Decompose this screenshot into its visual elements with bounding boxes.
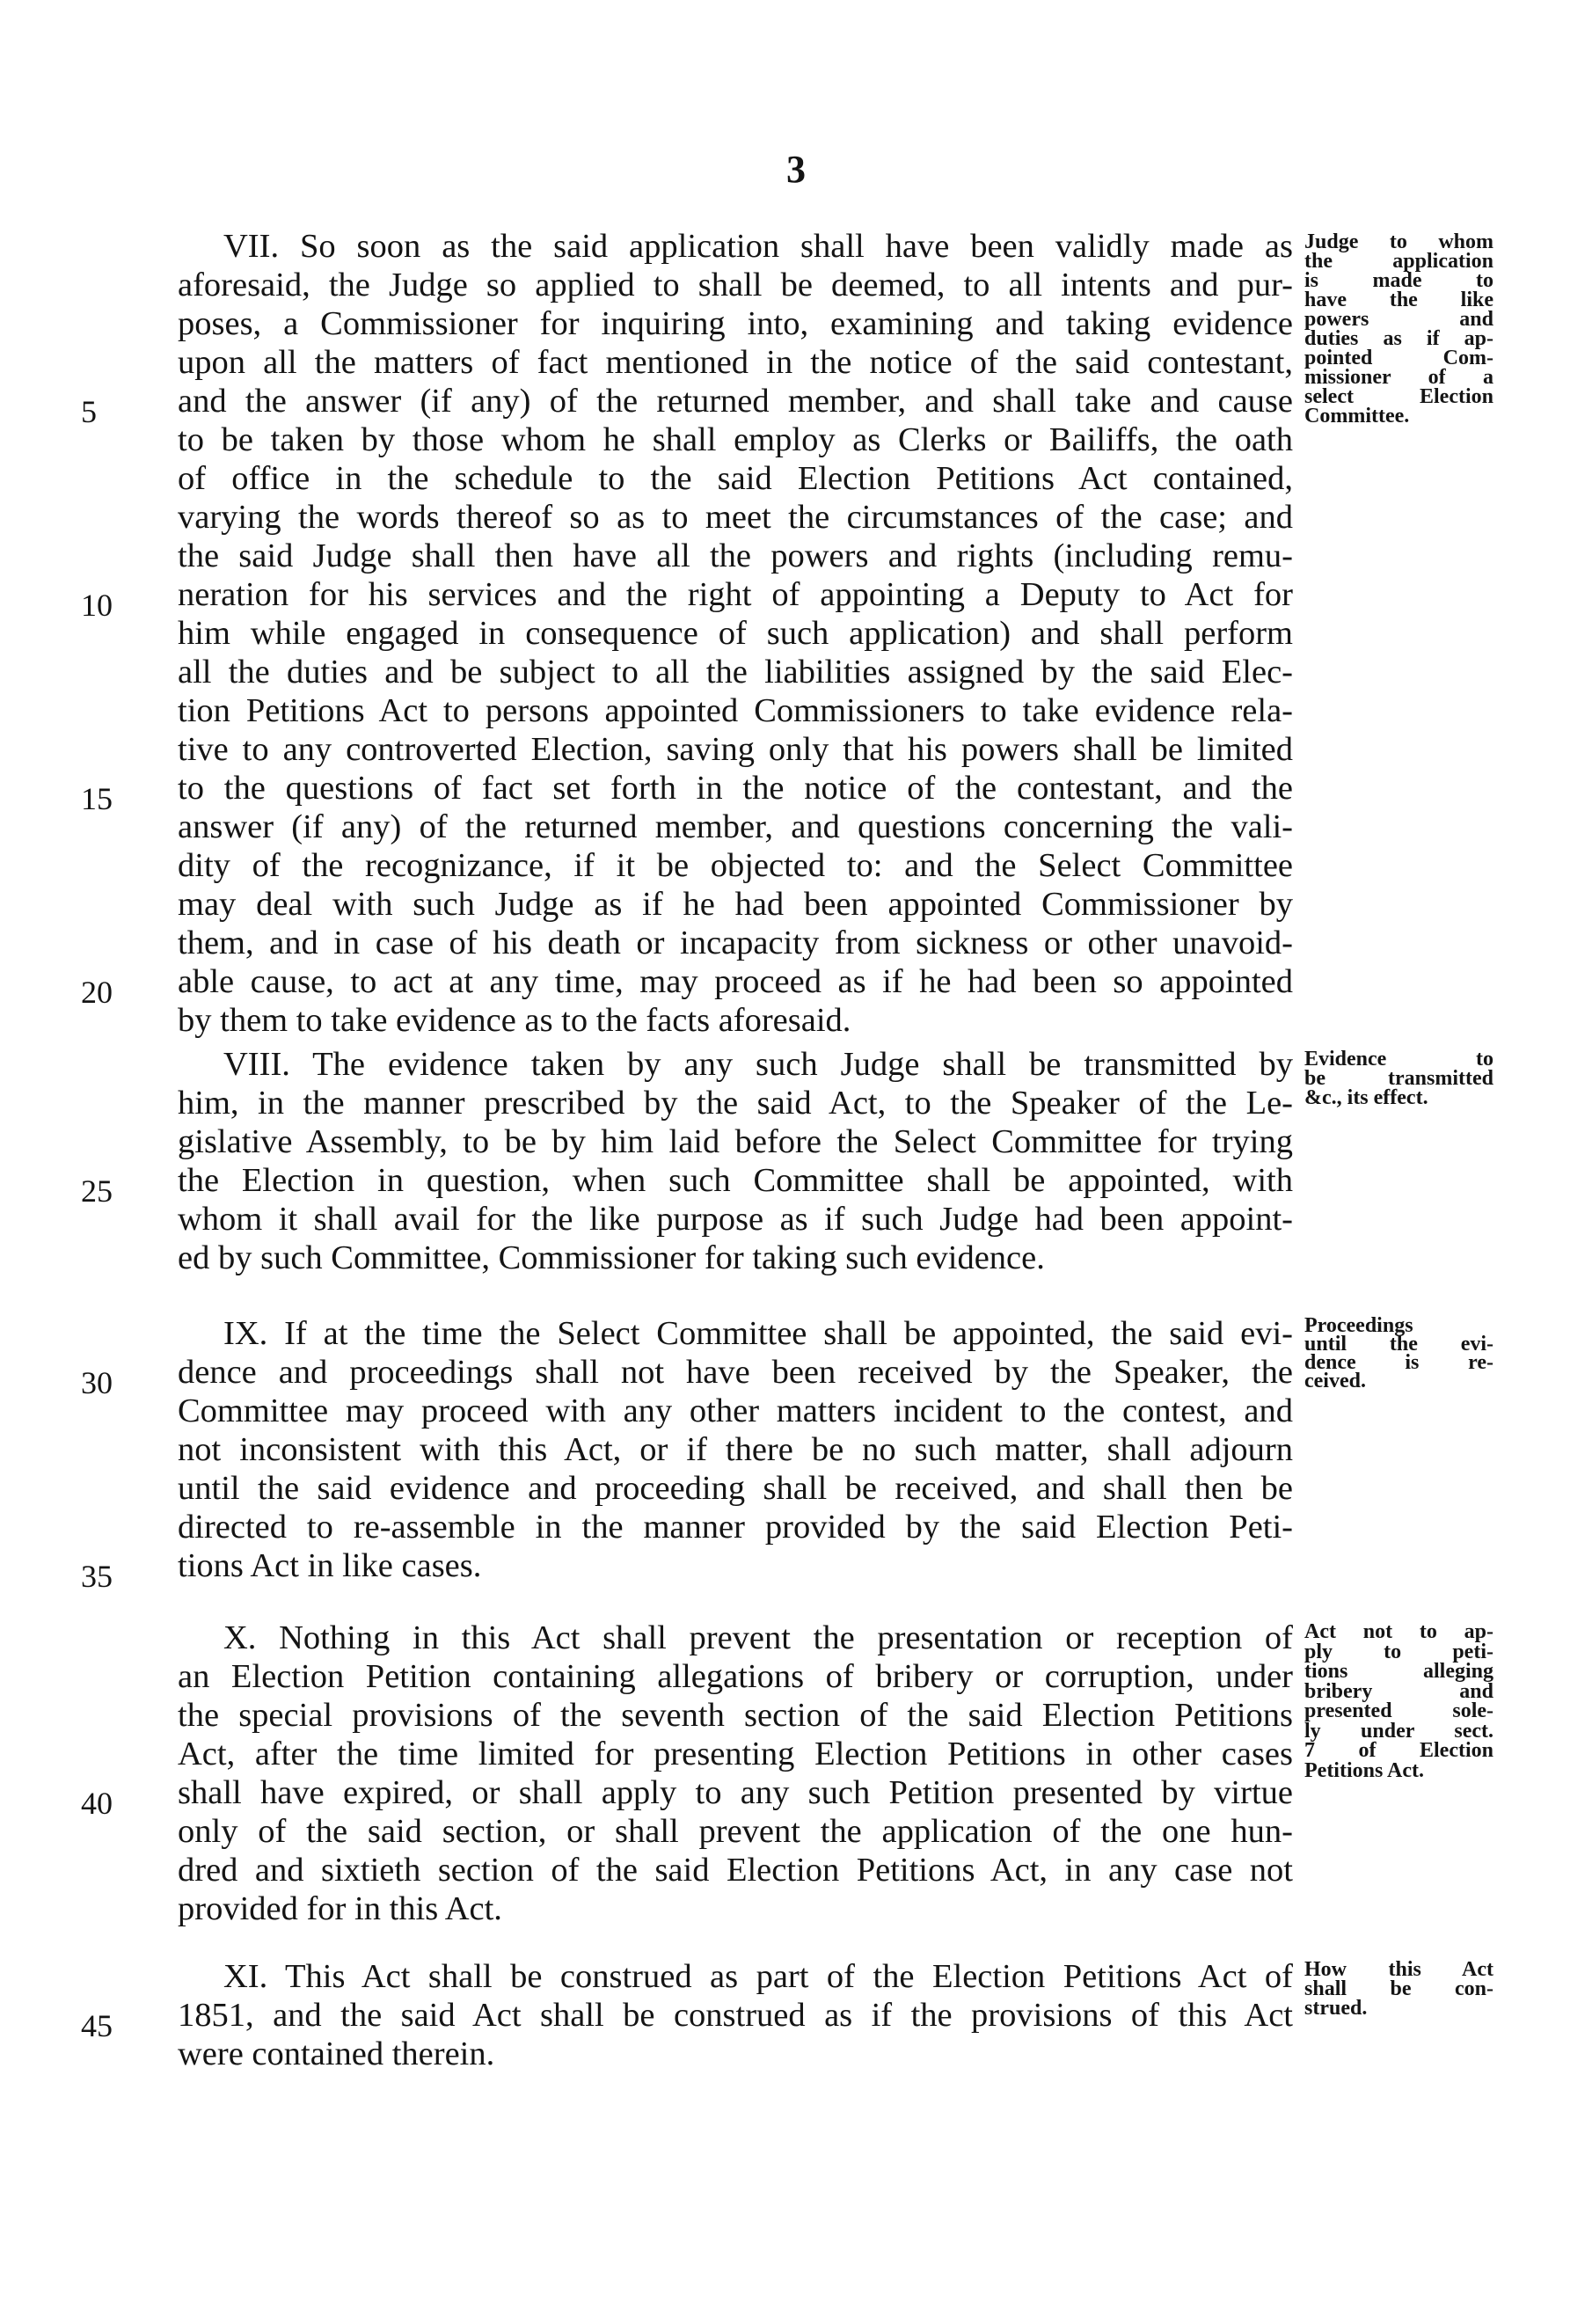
text-line (0, 2035, 1592, 2073)
text-line (0, 537, 1592, 575)
line-text: dence and proceedings shall not have been received by the Speaker, the (178, 1354, 1293, 1391)
line-number: 30 (81, 1365, 113, 1400)
line-text: 1851, and the said Act shall be construed as if the provisions of this Act (178, 1997, 1293, 2034)
line-number: 40 (81, 1786, 113, 1821)
line-text: Act, after the time limited for presenting Election Petitions in other cases (178, 1736, 1293, 1772)
marginal-note (1304, 1960, 1493, 2018)
line-text: of office in the schedule to the said Election Petitions Act contained, (178, 460, 1293, 497)
line-text: shall have expired, or shall apply to any such Petition presented by virtue (178, 1774, 1293, 1811)
text-line (0, 808, 1592, 846)
line-text: and the answer (if any) of the returned member, and shall take and cause (178, 383, 1293, 420)
marginal-note-line: Judge to whom (1304, 230, 1493, 253)
line-text: directed to re-assemble in the manner provided by the said Election Peti- (178, 1509, 1293, 1546)
text-line (0, 1851, 1592, 1889)
line-text: upon all the matters of fact mentioned in the notice of the said contestant, (178, 344, 1293, 381)
line-text: provided for in this Act. (178, 1890, 502, 1927)
marginal-note-line: Petitions Act. (1304, 1758, 1424, 1782)
line-number: 25 (81, 1173, 113, 1209)
text-line (0, 962, 1592, 1010)
line-text: not inconsistent with this Act, or if there be no such matter, shall adjourn (178, 1431, 1293, 1468)
line-text: tive to any controverted Election, saving only that his powers shall be limited (178, 731, 1293, 768)
marginal-note-line: ply to peti- (1304, 1640, 1493, 1663)
text-line (0, 1122, 1592, 1161)
text-line (0, 1889, 1592, 1928)
text-line (0, 1200, 1592, 1239)
text-line (0, 1469, 1592, 1508)
marginal-note-line: powers and (1304, 308, 1493, 331)
line-text: Committee may proceed with any other matters incident to the contest, and (178, 1392, 1293, 1429)
marginal-note-line: strued. (1304, 1997, 1368, 2020)
text-line (0, 1546, 1592, 1594)
marginal-note (1304, 1622, 1493, 1780)
line-number: 15 (81, 781, 113, 816)
marginal-note (1304, 1314, 1493, 1392)
text-line (0, 691, 1592, 730)
marginal-note-line: have the like (1304, 289, 1493, 311)
line-number: 10 (81, 588, 113, 623)
line-text: him while engaged in consequence of such application) and shall perform (178, 615, 1293, 652)
marginal-note-line: Committee. (1304, 405, 1410, 428)
marginal-note-line: select Election (1304, 385, 1493, 408)
line-text: by them to take evidence as to the facts aforesaid. (178, 1002, 851, 1039)
marginal-note-line: the application (1304, 250, 1493, 273)
text-line (0, 498, 1592, 537)
text-line (0, 1812, 1592, 1851)
line-text: neration for his services and the right of appointing a Deputy to Act for (178, 576, 1293, 613)
line-text: X. Nothing in this Act shall prevent the presentation or reception of (223, 1619, 1293, 1656)
text-line (0, 575, 1592, 623)
line-text: all the duties and be subject to all the liabilities assigned by the said Elec- (178, 654, 1293, 691)
marginal-note-line: bribery and (1304, 1679, 1493, 1703)
marginal-note-line: missioner of a (1304, 366, 1493, 389)
line-text: the said Judge shall then have all the powers and rights (including remu- (178, 537, 1293, 574)
marginal-note (1304, 1049, 1493, 1107)
text-line (0, 1430, 1592, 1469)
marginal-note-line: presented sole- (1304, 1699, 1493, 1722)
marginal-note-line: ceived. (1304, 1370, 1366, 1392)
text-line (0, 885, 1592, 924)
marginal-note-line: until the evi- (1304, 1333, 1493, 1356)
line-text: answer (if any) of the returned member, and questions concerning the vali- (178, 808, 1293, 845)
text-line (0, 924, 1592, 962)
line-text: poses, a Commissioner for inquiring into, examining and taking evidence (178, 305, 1293, 342)
line-text: the Election in question, when such Committee shall be appointed, with (178, 1162, 1293, 1199)
line-text: them, and in case of his death or incapacity from sickness or other unavoid- (178, 924, 1293, 961)
line-text: whom it shall avail for the like purpose as if such Judge had been appoint- (178, 1201, 1293, 1238)
line-text: to be taken by those whom he shall employ as Clerks or Bailiffs, the oath (178, 421, 1293, 458)
line-text: dred and sixtieth section of the said Election Petitions Act, in any case not (178, 1852, 1293, 1889)
line-number: 20 (81, 975, 113, 1010)
line-text: may deal with such Judge as if he had been appointed Commissioner by (178, 886, 1293, 923)
text-line (0, 769, 1592, 816)
text-line (0, 653, 1592, 691)
marginal-note-line: duties as if ap- (1304, 327, 1493, 350)
text-line (0, 614, 1592, 653)
line-text: VIII. The evidence taken by any such Judge shall be transmitted by (223, 1046, 1293, 1083)
marginal-note-line: How this Act (1304, 1958, 1493, 1981)
line-text: able cause, to act at any time, may proceed as if he had been so appointed (178, 963, 1293, 1000)
marginal-note-line: be transmitted (1304, 1067, 1493, 1090)
line-text: tions Act in like cases. (178, 1547, 482, 1584)
text-line (0, 1508, 1592, 1546)
line-text: varying the words thereof so as to meet the circumstances of the case; and (178, 499, 1293, 536)
line-text: dity of the recognizance, if it be objected to: and the Select Committee (178, 847, 1293, 884)
line-text: tion Petitions Act to persons appointed Commissioners to take evidence rela- (178, 692, 1293, 729)
text-line (0, 730, 1592, 769)
line-text: VII. So soon as the said application shall have been validly made as (223, 228, 1293, 265)
text-line (0, 1161, 1592, 1209)
marginal-note-line: &c., its effect. (1304, 1086, 1428, 1109)
marginal-note-line: ly under sect. (1304, 1719, 1493, 1743)
text-line (0, 1392, 1592, 1430)
text-line (0, 459, 1592, 498)
text-line (0, 1001, 1592, 1040)
marginal-note-line: 7 of Election (1304, 1739, 1493, 1762)
marginal-note (1304, 232, 1493, 426)
line-text: IX. If at the time the Select Committee shall be appointed, the said evi- (223, 1315, 1293, 1352)
line-number: 45 (81, 2008, 113, 2043)
line-text: were contained therein. (178, 2035, 495, 2072)
marginal-note-line: pointed Com- (1304, 347, 1493, 369)
marginal-note-line: is made to (1304, 269, 1493, 292)
text-line (0, 846, 1592, 885)
marginal-note-line: tions alleging (1304, 1660, 1493, 1683)
page-number: 3 (786, 148, 806, 191)
marginal-note-line: shall be con- (1304, 1977, 1493, 2000)
line-text: aforesaid, the Judge so applied to shall be deemed, to all intents and pur- (178, 267, 1293, 303)
line-text: gislative Assembly, to be by him laid before the Select Committee for trying (178, 1123, 1293, 1160)
marginal-note-line: Proceedings (1304, 1314, 1413, 1337)
line-text: the special provisions of the seventh section of the said Election Petitions (178, 1697, 1293, 1734)
line-text: until the said evidence and proceeding shall be received, and shall then be (178, 1470, 1293, 1507)
marginal-note-line: dence is re- (1304, 1351, 1493, 1374)
line-text: an Election Petition containing allegations of bribery or corruption, under (178, 1658, 1293, 1695)
text-line (0, 1239, 1592, 1277)
line-text: XI. This Act shall be construed as part of the Election Petitions Act of (223, 1958, 1293, 1995)
marginal-note-line: Act not to ap- (1304, 1620, 1493, 1643)
marginal-note-line: Evidence to (1304, 1048, 1493, 1071)
line-number: 35 (81, 1559, 113, 1594)
line-text: only of the said section, or shall prevent the application of the one hun- (178, 1813, 1293, 1850)
line-number: 5 (81, 394, 97, 429)
line-text: to the questions of fact set forth in the notice of the contestant, and the (178, 770, 1293, 807)
line-text: ed by such Committee, Commissioner for taking such evidence. (178, 1239, 1045, 1276)
line-text: him, in the manner prescribed by the said Act, to the Speaker of the Le- (178, 1085, 1293, 1122)
